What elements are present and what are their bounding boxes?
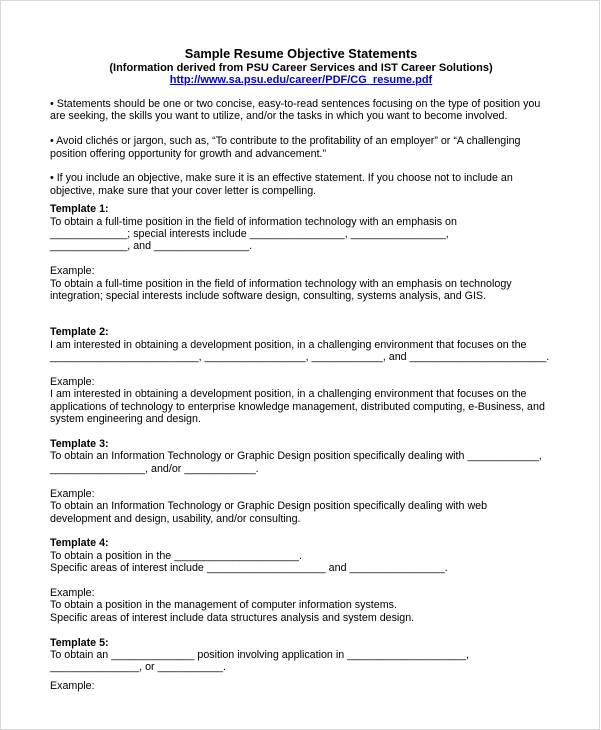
template-line: Specific areas of interest include ____________________ and ________________. bbox=[50, 562, 448, 575]
guideline-bullet bbox=[50, 135, 570, 160]
example-line: applications of technology to enterprise knowledge management, distributed computing, e-Business, and bbox=[50, 400, 545, 413]
example-label: Example: bbox=[50, 487, 95, 500]
template-line: _______________, or ___________. bbox=[50, 661, 226, 674]
template-line: To obtain a position in the _____________________. bbox=[50, 549, 302, 562]
text-line: are seeking, the skills you want to utilize, and/or the tasks in which you want to become involved. bbox=[50, 110, 508, 123]
example-line: development and design, usability, and/or consulting. bbox=[50, 512, 301, 525]
template-line: I am interested in obtaining a development position, in a challenging environment that focuses on the bbox=[50, 338, 527, 351]
template-section bbox=[50, 537, 570, 574]
text-line: • Statements should be one or two concise, easy-to-read sentences focusing on the type of position you bbox=[50, 98, 541, 110]
example-line: integration; special interests include software design, consulting, systems analysis, and GIS. bbox=[50, 290, 487, 303]
template-line: To obtain an Information Technology or Graphic Design position specifically dealing with ____________, bbox=[50, 450, 542, 463]
template-section bbox=[50, 438, 570, 475]
template-section bbox=[50, 203, 570, 253]
template-line: ________________, and/or ____________. bbox=[50, 462, 259, 475]
template-line: _____________; special interests include ________________, ________________, bbox=[50, 228, 449, 241]
template-section bbox=[50, 637, 570, 674]
example-line: system engineering and design. bbox=[50, 413, 201, 426]
cutoff-example-label: Example: bbox=[50, 680, 95, 692]
guideline-bullet bbox=[50, 172, 570, 197]
template-line: _____________, and ________________. bbox=[50, 240, 253, 253]
document-body bbox=[50, 98, 570, 674]
example-label: Example: bbox=[50, 586, 95, 599]
example-section bbox=[50, 376, 570, 426]
template-heading: Template 1: bbox=[50, 203, 109, 216]
text-line: position offering opportunity for growth and advancement.” bbox=[50, 147, 327, 160]
text-line: • If you include an objective, make sure it is an effective statement. If you choose not to include an bbox=[50, 172, 513, 185]
template-line: To obtain a full-time position in the field of information technology with an emphasis on bbox=[50, 215, 457, 228]
template-line: _________________________, _________________, ____________, and _______________________. bbox=[50, 351, 550, 364]
example-line: To obtain an Information Technology or Graphic Design position specifically dealing with web bbox=[50, 500, 488, 513]
example-line: I am interested in obtaining a development position, in a challenging environment that focuses on the bbox=[50, 388, 527, 401]
example-section bbox=[50, 587, 570, 624]
text-line: • Avoid clichés or jargon, such as, “To contribute to the profitability of an employer” or “A challenging bbox=[50, 135, 521, 148]
guideline-bullet bbox=[50, 98, 570, 123]
example-label: Example: bbox=[50, 265, 95, 278]
example-section bbox=[50, 488, 570, 525]
template-heading: Template 5: bbox=[50, 636, 109, 649]
template-section bbox=[50, 326, 570, 363]
document-subtitle: (Information derived from PSU Career Services and IST Career Solutions) bbox=[109, 62, 493, 74]
text-line: objective, make sure that your cover letter is compelling. bbox=[50, 184, 317, 197]
example-line: To obtain a position in the management of computer information systems. bbox=[50, 599, 397, 612]
source-link[interactable]: http://www.sa.psu.edu/career/PDF/CG_resume.pdf bbox=[169, 74, 433, 86]
document-title: Sample Resume Objective Statements bbox=[184, 46, 418, 61]
example-line: Specific areas of interest include data structures analysis and system design. bbox=[50, 611, 415, 624]
template-heading: Template 4: bbox=[50, 537, 109, 550]
template-heading: Template 3: bbox=[50, 438, 109, 451]
example-label: Example: bbox=[50, 376, 95, 389]
template-heading: Template 2: bbox=[50, 326, 109, 339]
example-line: To obtain a full-time position in the field of information technology with an emphasis on technology bbox=[50, 277, 512, 290]
template-line: To obtain an ______________ position involving application in ____________________, bbox=[50, 648, 469, 661]
example-section bbox=[50, 265, 570, 302]
